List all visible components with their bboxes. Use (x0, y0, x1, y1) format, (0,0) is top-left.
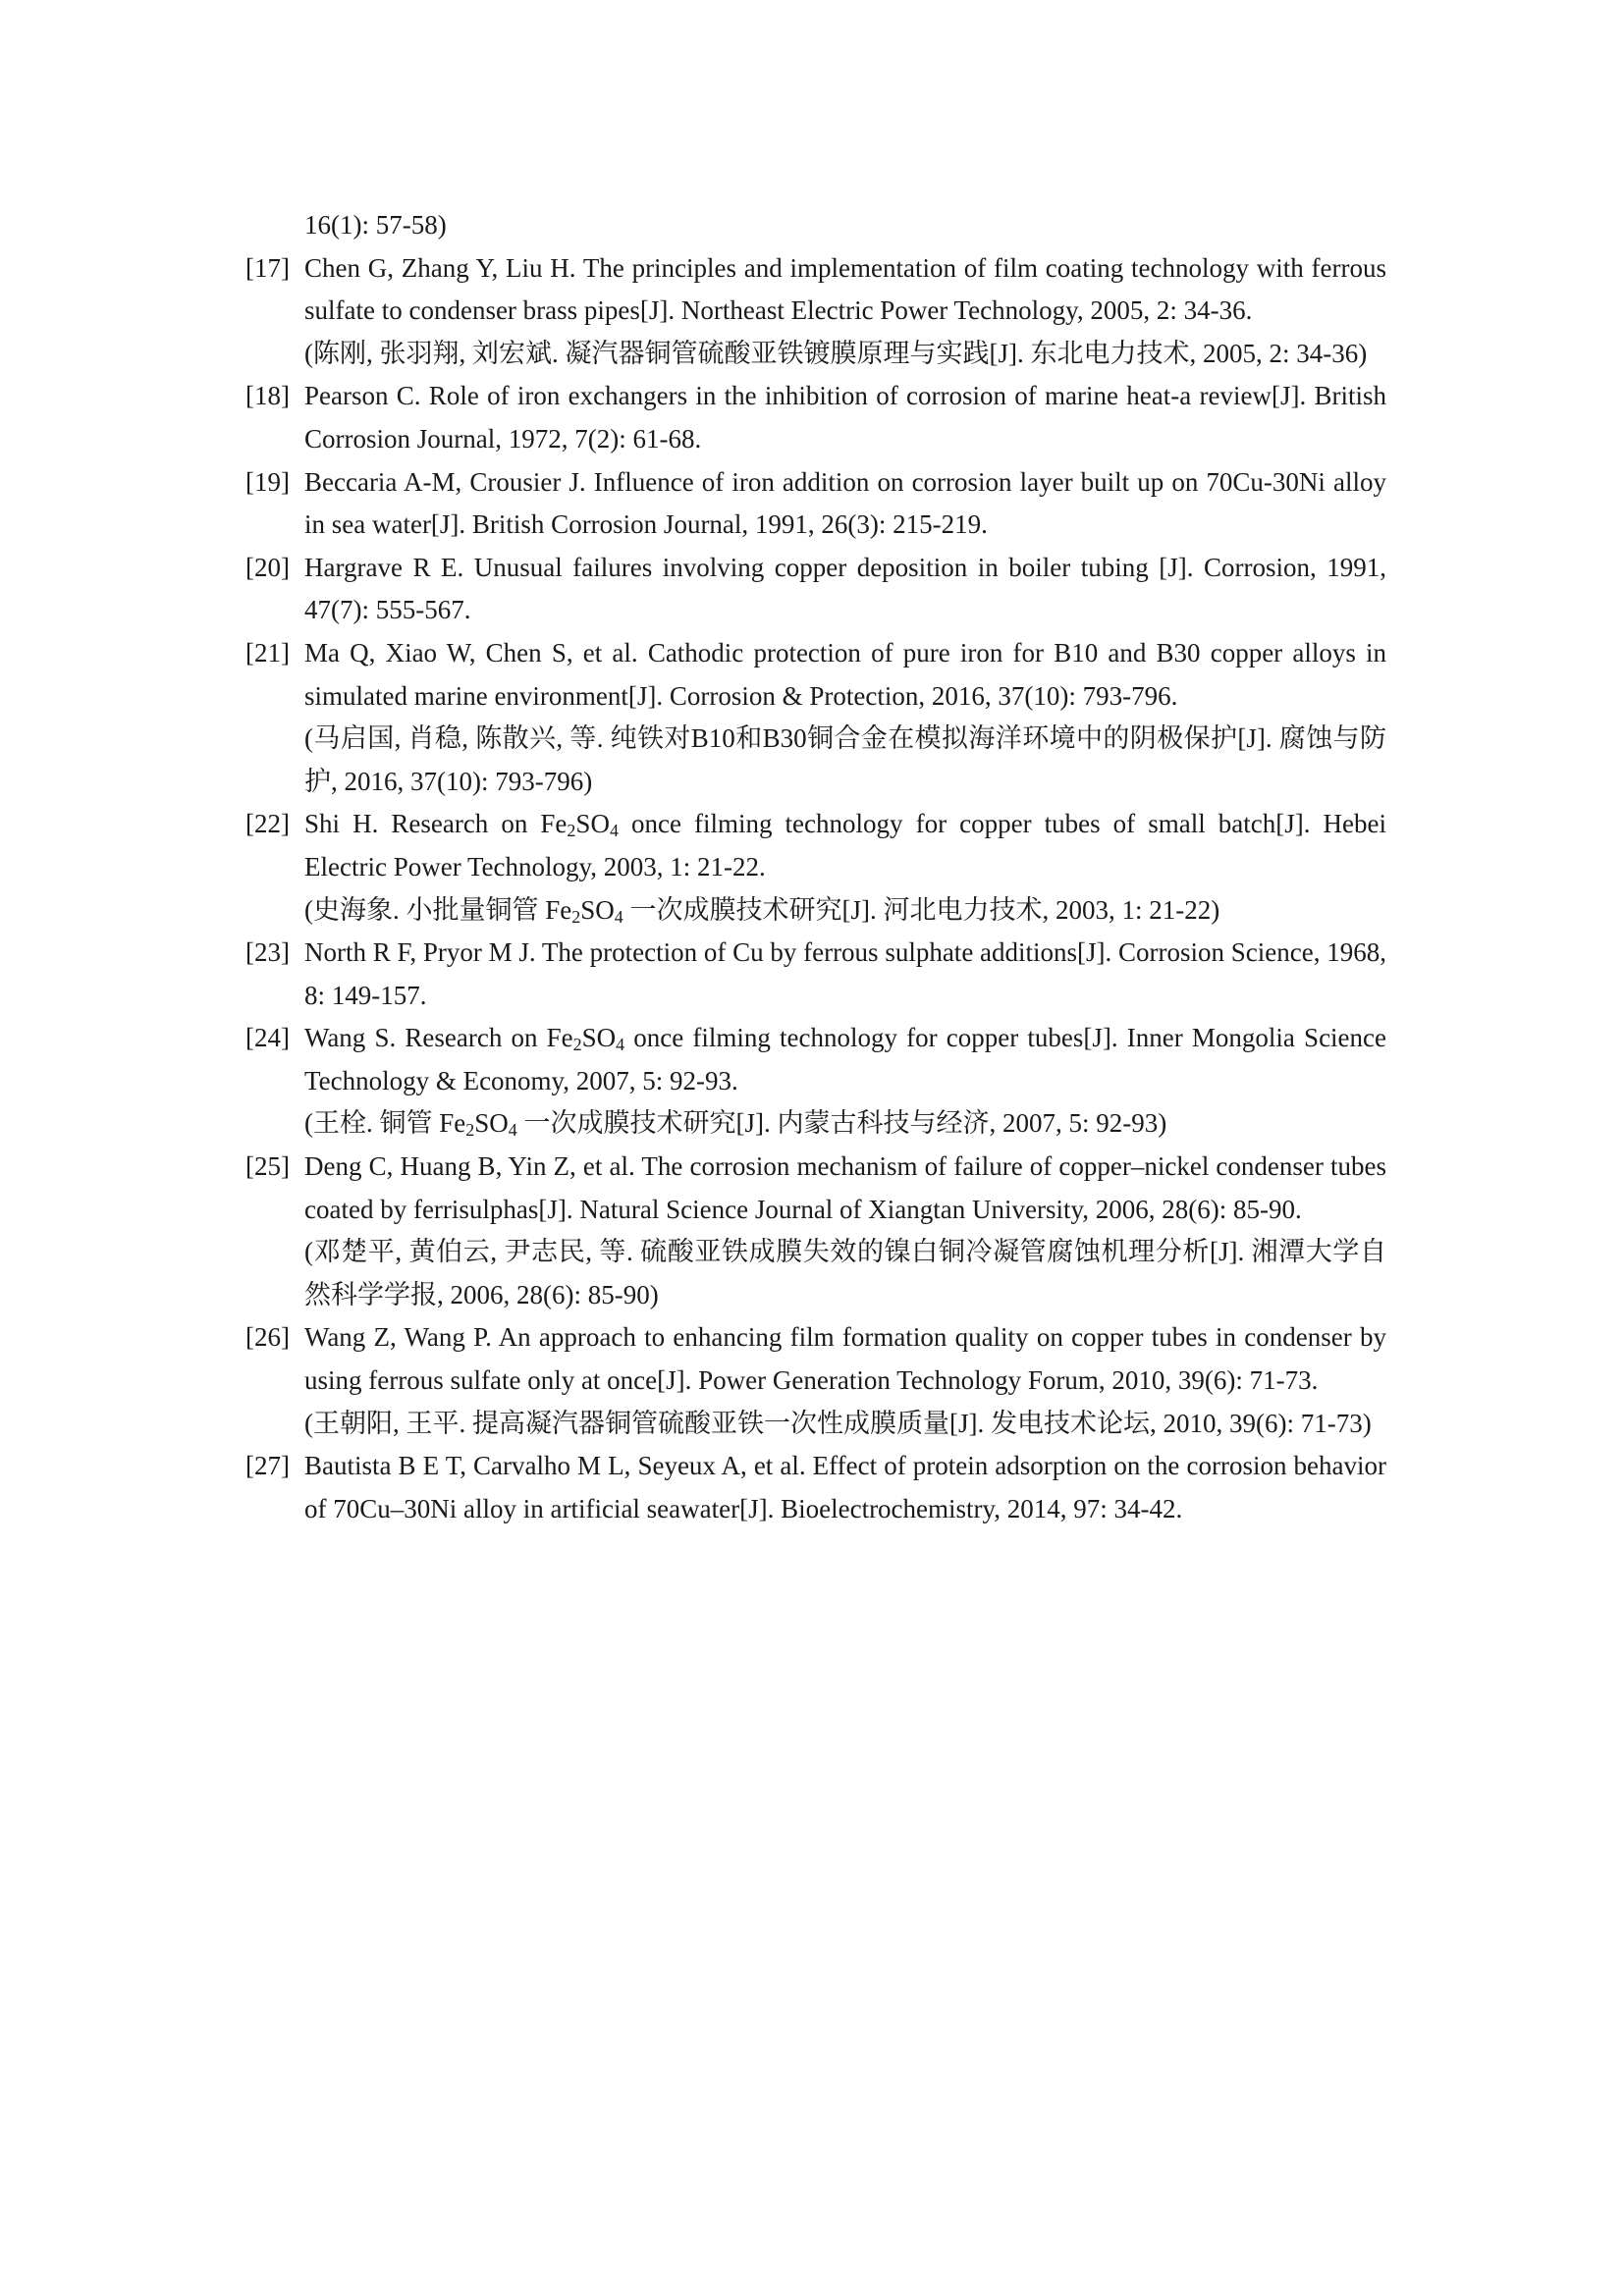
reference-english-part: once filming technology for copper tubes[J]. Inner Mongolia Science Technology & Economy, 2007, 5: 92-93. (304, 1023, 1387, 1095)
reference-chinese (304, 889, 1386, 933)
subscript: 4 (616, 1035, 625, 1055)
reference-english: Wang Z, Wang P. An approach to enhancing film formation quality on copper tubes in condenser by using ferrous sulfate only at once[J]. Power Generation Technology Forum, 2010, 39(6): 71-73. (304, 1322, 1386, 1396)
subscript: 4 (508, 1120, 517, 1141)
reference-chinese: (陈刚, 张羽翔, 刘宏斌. 凝汽器铜管硫酸亚铁镀膜原理与实践[J]. 东北电力技术, 2005, 2: 34-36) (304, 338, 1368, 368)
reference-continuation-text: 16(1): 57-58) (304, 210, 447, 240)
reference-english: Beccaria A-M, Crousier J. Influence of iron addition on corrosion layer built up on 70Cu-30Ni alloy in sea water[J]. British Corrosion Journal, 1991, 26(3): 215-219. (304, 466, 1386, 540)
reference-number: [27] (245, 1451, 290, 1481)
subscript: 4 (609, 821, 619, 841)
reference-number: [24] (245, 1023, 290, 1053)
reference-english: Hargrave R E. Unusual failures involving copper deposition in boiler tubing [J]. Corrosion, 1991, 47(7): 555-567. (304, 552, 1386, 625)
reference-24 (245, 1017, 1386, 1146)
reference-english-part: Shi H. Research on Fe (304, 809, 568, 839)
reference-27 (245, 1445, 1386, 1530)
reference-english (304, 1017, 1386, 1102)
reference-chinese-part: SO (474, 1108, 509, 1139)
reference-chinese-part: (王栓. 铜管 Fe (304, 1108, 466, 1139)
reference-english: Ma Q, Xiao W, Chen S, et al. Cathodic protection of pure iron for B10 and B30 copper alloys in simulated marine environment[J]. Corrosion & Protection, 2016, 37(10): 793-796. (304, 637, 1386, 711)
reference-number: [20] (245, 552, 290, 582)
reference-20 (245, 547, 1386, 632)
reference-chinese-part: 一次成膜技术研究[J]. 内蒙古科技与经济, 2007, 5: 92-93) (516, 1108, 1167, 1139)
reference-number: [22] (245, 809, 290, 839)
reference-english: Deng C, Huang B, Yin Z, et al. The corrosion mechanism of failure of copper–nickel condenser tubes coated by ferrisulphas[J]. Natural Science Journal of Xiangtan University, 2006, 28(6): 85-90. (304, 1151, 1386, 1224)
reference-english (304, 803, 1386, 888)
reference-english: North R F, Pryor M J. The protection of Cu by ferrous sulphate additions[J]. Corrosion Science, 1968, 8: 149-157. (304, 937, 1386, 1010)
reference-chinese-part: SO (580, 894, 615, 925)
reference-18 (245, 375, 1386, 460)
reference-chinese (304, 1102, 1386, 1146)
reference-chinese-part: 一次成膜技术研究[J]. 河北电力技术, 2003, 1: 21-22) (623, 894, 1220, 925)
reference-chinese: (邓楚平, 黄伯云, 尹志民, 等. 硫酸亚铁成膜失效的镍白铜冷凝管腐蚀机理分析[J]. 湘潭大学自然科学学报, 2006, 28(6): 85-90) (304, 1237, 1386, 1309)
reference-number: [26] (245, 1322, 290, 1353)
reference-23 (245, 932, 1386, 1017)
reference-number: [18] (245, 381, 290, 411)
reference-22 (245, 803, 1386, 932)
subscript: 4 (614, 906, 623, 927)
reference-english-part: once filming technology for copper tubes of small batch[J]. Hebei Electric Power Technology, 2003, 1: 21-22. (304, 809, 1386, 881)
reference-26 (245, 1316, 1386, 1445)
reference-english-part: SO (581, 1023, 617, 1053)
subscript: 2 (571, 906, 581, 927)
subscript: 2 (572, 1035, 582, 1055)
reference-number: [17] (245, 252, 290, 283)
subscript: 2 (465, 1120, 475, 1141)
reference-17 (245, 247, 1386, 376)
reference-english-part: SO (575, 809, 610, 839)
subscript: 2 (567, 821, 576, 841)
reference-english: Pearson C. Role of iron exchangers in the inhibition of corrosion of marine heat-a review[J]. British Corrosion Journal, 1972, 7(2): 61-68. (304, 381, 1386, 454)
reference-english-part: Wang S. Research on Fe (304, 1023, 573, 1053)
reference-19 (245, 461, 1386, 547)
reference-25 (245, 1146, 1386, 1316)
reference-number: [21] (245, 637, 290, 667)
reference-english: Chen G, Zhang Y, Liu H. The principles and implementation of film coating technology with ferrous sulfate to condenser brass pipes[J]. Northeast Electric Power Technology, 2005, 2: 34-36. (304, 252, 1386, 326)
reference-number: [25] (245, 1151, 290, 1182)
reference-number: [19] (245, 466, 290, 497)
reference-chinese-part: (史海象. 小批量铜管 Fe (304, 894, 572, 925)
reference-chinese: (王朝阳, 王平. 提高凝汽器铜管硫酸亚铁一次性成膜质量[J]. 发电技术论坛, 2010, 39(6): 71-73) (304, 1408, 1372, 1438)
reference-english: Bautista B E T, Carvalho M L, Seyeux A, et al. Effect of protein adsorption on the corrosion behavior of 70Cu–30Ni alloy in artificial seawater[J]. Bioelectrochemistry, 2014, 97: 34-42. (304, 1451, 1386, 1523)
reference-number: [23] (245, 937, 290, 968)
reference-list (245, 204, 1386, 1530)
reference-continuation (245, 204, 1386, 247)
reference-chinese: (马启国, 肖稳, 陈散兴, 等. 纯铁对B10和B30铜合金在模拟海洋环境中的阴极保护[J]. 腐蚀与防护, 2016, 37(10): 793-796) (304, 723, 1386, 796)
reference-21 (245, 632, 1386, 803)
